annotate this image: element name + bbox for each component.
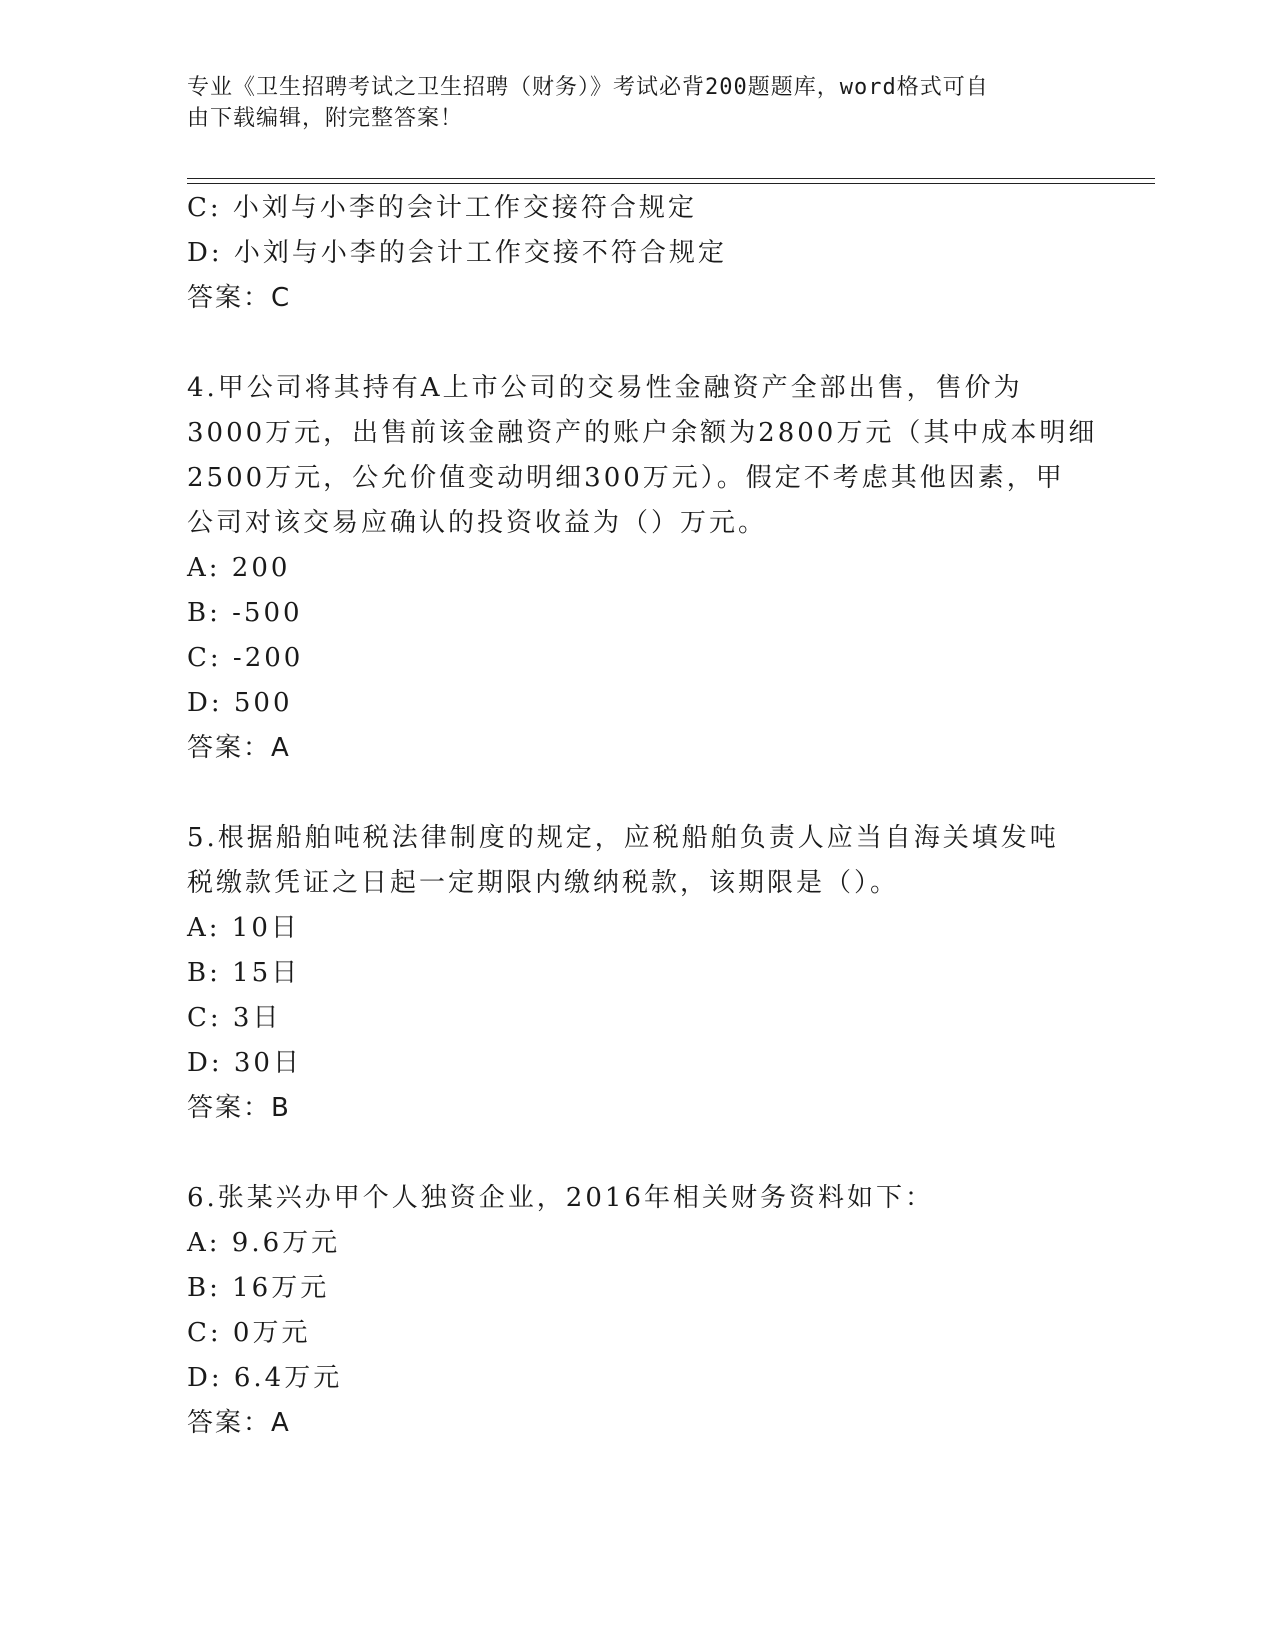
header-divider-top bbox=[187, 178, 1155, 179]
q4-stem-line-3: 2500万元，公允价值变动明细300万元）。假定不考虑其他因素，甲 bbox=[187, 463, 1065, 493]
q4-option-b: B: -500 bbox=[187, 598, 303, 628]
q4-stem-line-2: 3000万元，出售前该金融资产的账户余额为2800万元（其中成本明细 bbox=[187, 418, 1098, 448]
q6-option-a: A: 9.6万元 bbox=[187, 1228, 341, 1258]
q6-option-d: D: 6.4万元 bbox=[187, 1363, 343, 1393]
q3-option-c: C: 小刘与小李的会计工作交接符合规定 bbox=[187, 193, 697, 223]
q6-answer: 答案：A bbox=[187, 1408, 291, 1438]
q6-option-c: C: 0万元 bbox=[187, 1318, 311, 1348]
q6-stem-line-1: 6.张某兴办甲个人独资企业，2016年相关财务资料如下： bbox=[187, 1183, 934, 1213]
header-title-line-1: 专业《卫生招聘考试之卫生招聘（财务）》考试必背200题题库，word格式可自 bbox=[187, 75, 989, 100]
q4-option-c: C: -200 bbox=[187, 643, 304, 673]
q4-stem-line-1: 4.甲公司将其持有A上市公司的交易性金融资产全部出售，售价为 bbox=[187, 373, 1023, 403]
q5-option-d: D: 30日 bbox=[187, 1048, 302, 1078]
q3-option-d: D: 小刘与小李的会计工作交接不符合规定 bbox=[187, 238, 727, 268]
q3-answer: 答案：C bbox=[187, 283, 292, 313]
q5-option-b: B: 15日 bbox=[187, 958, 301, 988]
header-title-line-2: 由下载编辑，附完整答案！ bbox=[187, 106, 464, 131]
q4-answer: 答案：A bbox=[187, 733, 291, 763]
q5-stem-line-1: 5.根据船舶吨税法律制度的规定，应税船舶负责人应当自海关填发吨 bbox=[187, 823, 1059, 853]
header-divider-bottom bbox=[187, 183, 1155, 184]
q5-stem-line-2: 税缴款凭证之日起一定期限内缴纳税款，该期限是（）。 bbox=[187, 868, 900, 898]
q6-option-b: B: 16万元 bbox=[187, 1273, 330, 1303]
q4-option-a: A: 200 bbox=[187, 553, 291, 583]
document-header bbox=[187, 72, 1087, 134]
q5-option-a: A: 10日 bbox=[187, 913, 300, 943]
q5-answer: 答案：B bbox=[187, 1093, 291, 1123]
q5-option-c: C: 3日 bbox=[187, 1003, 282, 1033]
q4-stem-line-4: 公司对该交易应确认的投资收益为（）万元。 bbox=[187, 508, 768, 538]
q4-option-d: D: 500 bbox=[187, 688, 293, 718]
